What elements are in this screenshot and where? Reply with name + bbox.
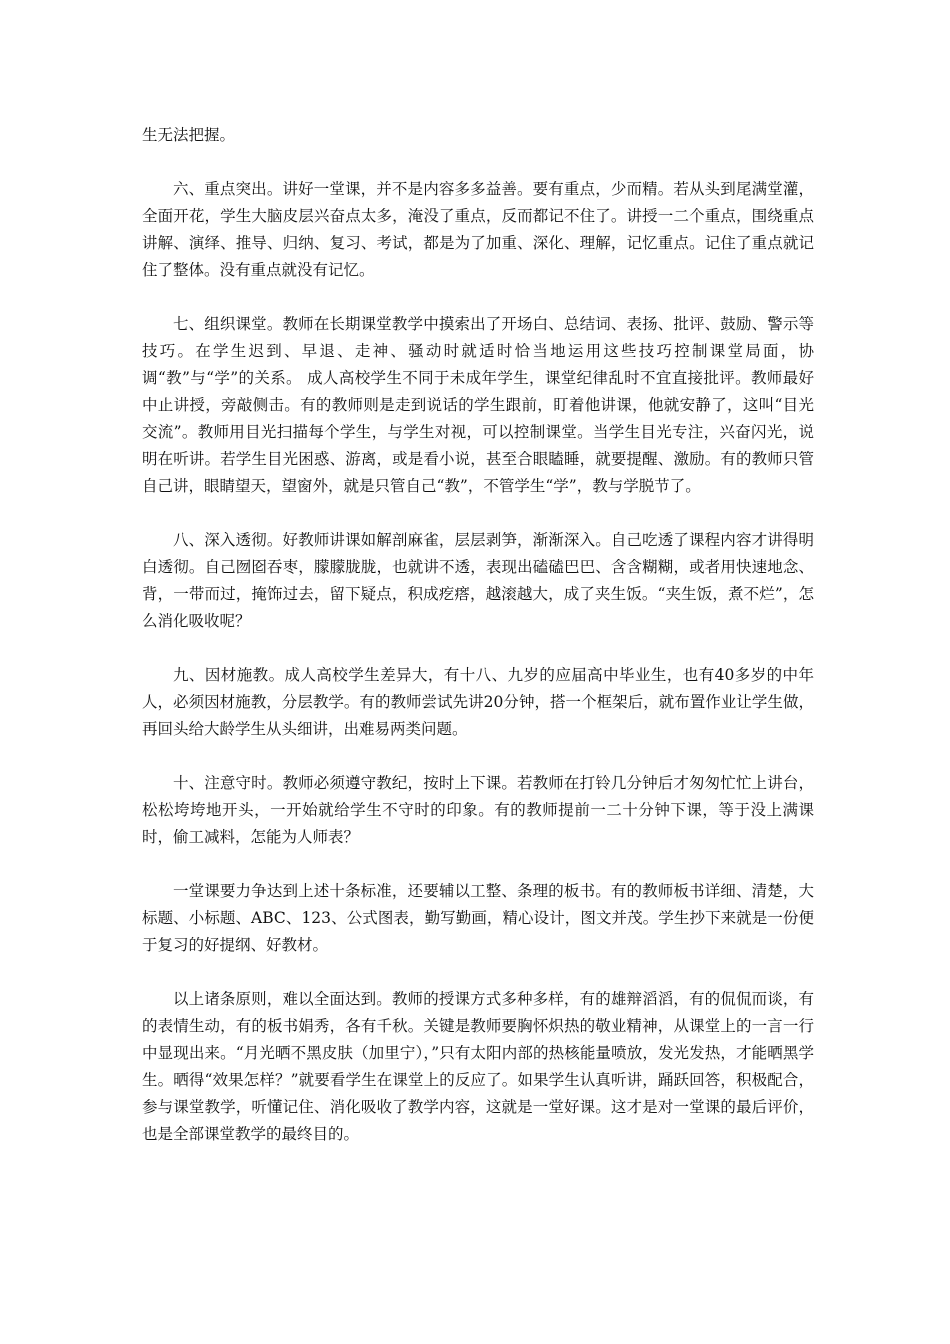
paragraph-continuation: 生无法把握。 bbox=[142, 126, 236, 144]
paragraph-eight-in-depth: 八、深入透彻。好教师讲课如解剖麻雀，层层剥笋，渐渐深入。自己吃透了课程内容才讲得明白透彻。自己囫囵吞枣，朦朦胧胧，也就讲不透，表现出磕磕巴巴、含含糊糊，或者用快速地念、背，一带而过，掩饰过去，留下疑点，积成疙瘩，越滚越大，成了夹生饭。“夹生饭，煮不烂”，怎么消化吸收呢？ bbox=[142, 531, 814, 630]
paragraph-conclusion: 以上诸条原则，难以全面达到。教师的授课方式多种多样，有的雄辩滔滔，有的侃侃而谈，有的表情生动，有的板书娟秀，各有千秋。关键是教师要胸怀炽热的敬业精神，从课堂上的一言一行中显现出来。“月光晒不黑皮肤（加里宁），”只有太阳内部的热核能量喷放，发光发热，才能晒黑学生。晒得“效果怎样？”就要看学生在课堂上的反应了。如果学生认真听讲，踊跃回答，积极配合，参与课堂教学，听懂记住、消化吸收了教学内容，这就是一堂好课。这才是对一堂课的最后评价，也是全部课堂教学的最终目的。 bbox=[142, 990, 814, 1143]
paragraph-nine-individualized: 九、因材施教。成人高校学生差异大，有十八、九岁的应届高中毕业生，也有40多岁的中年人，必须因材施教，分层教学。有的教师尝试先讲20分钟，搭一个框架后，就布置作业让学生做，再回头给大龄学生从头细讲，出难易两类问题。 bbox=[142, 666, 814, 738]
paragraph-six-key-points: 六、重点突出。讲好一堂课，并不是内容多多益善。要有重点，少而精。若从头到尾满堂灌，全面开花，学生大脑皮层兴奋点太多，淹没了重点，反而都记不住了。讲授一二个重点，围绕重点讲解、演绎、推导、归纳、复习、考试，都是为了加重、深化、理解，记忆重点。记住了重点就记住了整体。没有重点就没有记忆。 bbox=[142, 180, 814, 279]
document-body bbox=[142, 122, 814, 1175]
paragraph-seven-organize-class: 七、组织课堂。教师在长期课堂教学中摸索出了开场白、总结词、表扬、批评、鼓励、警示等技巧。在学生迟到、早退、走神、骚动时就适时恰当地运用这些技巧控制课堂局面，协调“教”与“学”的关系。 成人高校学生不同于未成年学生，课堂纪律乱时不宜直接批评。教师最好中止讲授，旁敲侧击。有的教师则是走到说话的学生跟前，盯着他讲课，他就安静了，这叫“目光交流”。教师用目光扫描每个学生，与学生对视，可以控制课堂。当学生目光专注，兴奋闪光，说明在听讲。若学生目光困惑、游离，或是看小说，甚至合眼瞌睡，就要提醒、激励。有的教师只管自己讲，眼睛望天，望窗外，就是只管自己“教”，不管学生“学”，教与学脱节了。 bbox=[142, 315, 814, 495]
paragraph-ten-punctuality: 十、注意守时。教师必须遵守教纪，按时上下课。若教师在打铃几分钟后才匆匆忙忙上讲台，松松垮垮地开头，一开始就给学生不守时的印象。有的教师提前一二十分钟下课，等于没上满课时，偷工减料，怎能为人师表？ bbox=[142, 774, 814, 846]
paragraph-blackboard-writing: 一堂课要力争达到上述十条标准，还要辅以工整、条理的板书。有的教师板书详细、清楚，大标题、小标题、ABC、123、公式图表，勤写勤画，精心设计，图文并茂。学生抄下来就是一份便于复习的好提纲、好教材。 bbox=[142, 882, 814, 954]
